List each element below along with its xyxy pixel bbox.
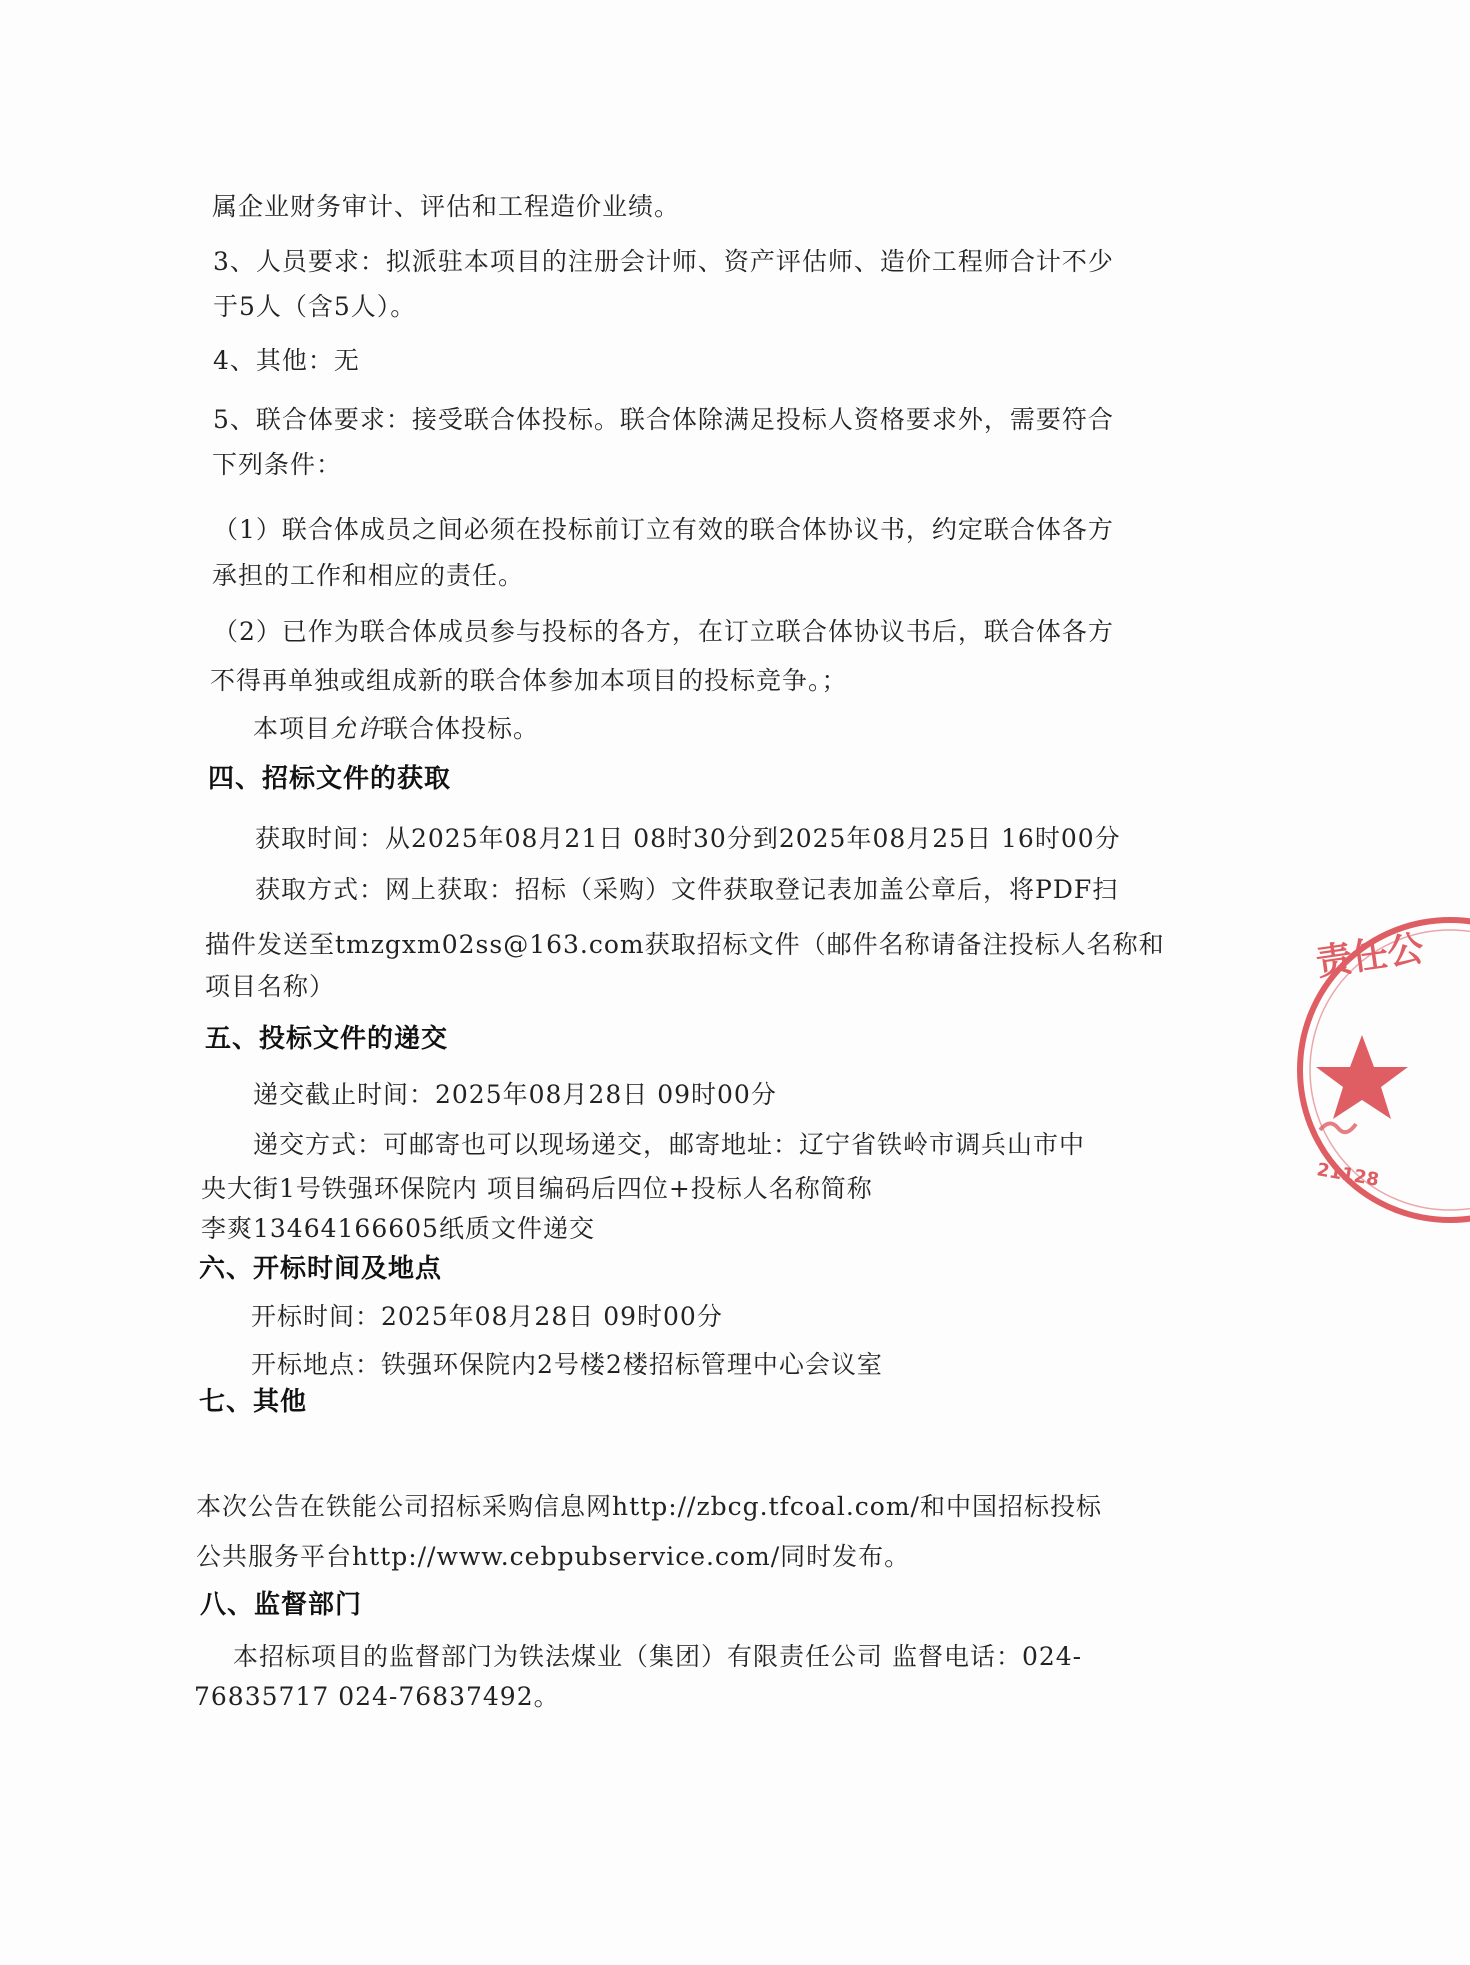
text-line: 开标地点：铁强环保院内2号楼2楼招标管理中心会议室 xyxy=(251,1350,883,1379)
seal-star-icon xyxy=(1316,1035,1408,1119)
text-line: （1）联合体成员之间必须在投标前订立有效的联合体协议书，约定联合体各方 xyxy=(213,515,1114,544)
text-line: 开标时间：2025年08月28日 09时00分 xyxy=(251,1302,723,1331)
section-heading: 六、开标时间及地点 xyxy=(199,1254,443,1284)
text-line: 公共服务平台http://www.cebpubservice.com/同时发布。 xyxy=(196,1542,911,1571)
text-line: 4、其他：无 xyxy=(213,346,360,375)
text-line xyxy=(253,712,539,746)
text-line: 递交截止时间：2025年08月28日 09时00分 xyxy=(253,1080,777,1109)
text-line: 承担的工作和相应的责任。 xyxy=(212,561,525,590)
seal-number: 21128 xyxy=(1315,1159,1381,1191)
text-line: 本次公告在铁能公司招标采购信息网http://zbcg.tfcoal.com/和中国招标投标 xyxy=(196,1492,1102,1521)
official-seal xyxy=(1290,905,1470,1225)
section-heading: 五、投标文件的递交 xyxy=(205,1024,449,1054)
text-line: 项目名称） xyxy=(205,972,336,1001)
text-line: 于5人（含5人）。 xyxy=(213,292,417,321)
text-line: 属企业财务审计、评估和工程造价业绩。 xyxy=(212,192,681,221)
text-line: 本招标项目的监督部门为铁法煤业（集团）有限责任公司 监督电话：024- xyxy=(233,1642,1083,1671)
section-heading: 四、招标文件的获取 xyxy=(208,764,452,794)
text-line: 获取方式：网上获取：招标（采购）文件获取登记表加盖公章后，将PDF扫 xyxy=(255,875,1119,904)
text-line: 央大街1号铁强环保院内 项目编码后四位+投标人名称简称 xyxy=(201,1174,873,1203)
text-line: 获取时间：从2025年08月21日 08时30分到2025年08月25日 16时00分 xyxy=(255,824,1121,853)
seal-text: 责任公 xyxy=(1313,927,1427,984)
text-line: 3、人员要求：拟派驻本项目的注册会计师、资产评估师、造价工程师合计不少 xyxy=(213,247,1114,276)
text-run: 本项目 xyxy=(253,714,332,743)
text-line: 李爽13464166605纸质文件递交 xyxy=(201,1214,595,1243)
text-run: 联合体投标。 xyxy=(383,714,540,743)
section-heading: 八、监督部门 xyxy=(200,1590,363,1620)
text-line: 描件发送至tmzgxm02ss@163.com获取招标文件（邮件名称请备注投标人名称和 xyxy=(205,930,1165,959)
text-run-handwritten: 允许 xyxy=(331,714,384,743)
text-line: 76835717 024-76837492。 xyxy=(194,1682,560,1711)
section-heading: 七、其他 xyxy=(199,1387,308,1417)
text-line: 不得再单独或组成新的联合体参加本项目的投标竞争。； xyxy=(210,666,848,695)
text-line: （2）已作为联合体成员参与投标的各方，在订立联合体协议书后，联合体各方 xyxy=(213,617,1114,646)
text-line: 递交方式：可邮寄也可以现场递交，邮寄地址：辽宁省铁岭市调兵山市中 xyxy=(253,1130,1086,1159)
text-line: 下列条件： xyxy=(212,450,343,479)
text-line: 5、联合体要求：接受联合体投标。联合体除满足投标人资格要求外，需要符合 xyxy=(213,405,1114,434)
